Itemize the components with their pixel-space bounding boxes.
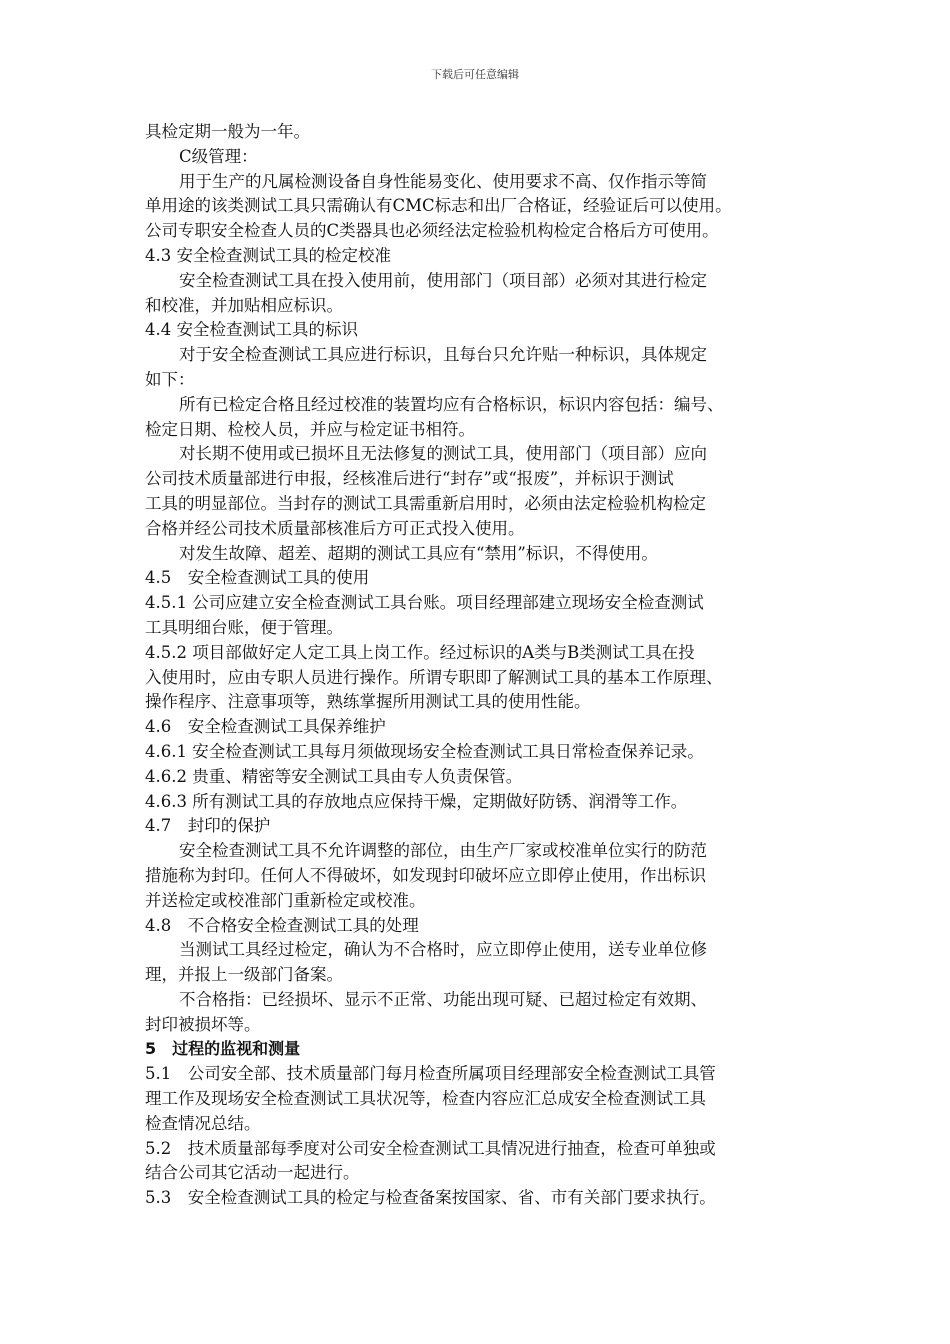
text-line: 理工作及现场安全检查测试工具状况等，检查内容应汇总成安全检查测试工具 (145, 1089, 706, 1109)
text-line: 封印被损坏等。 (145, 1014, 261, 1034)
text-line: 操作程序、注意事项等，熟练掌握所用测试工具的使用性能。 (145, 692, 591, 712)
text-line: 4.4 安全检查测试工具的标识 (145, 320, 358, 340)
text-line: 工具明细台账，便于管理。 (145, 617, 343, 637)
text-line: 如下： (145, 369, 195, 389)
text-line: 4.5.2 项目部做好定人定工具上岗工作。经过标识的A类与B类测试工具在投 (145, 642, 695, 662)
text-line: 理，并报上一级部门备案。 (145, 965, 343, 985)
text-line: 检查情况总结。 (145, 1113, 261, 1133)
text-line: 检定日期、检校人员，并应与检定证书相符。 (145, 419, 475, 439)
text-line: 结合公司其它活动一起进行。 (145, 1163, 360, 1183)
text-line: 当测试工具经过检定，确认为不合格时，应立即停止使用，送专业单位修 (179, 940, 707, 960)
text-line: 和校准，并加贴相应标识。 (145, 295, 343, 315)
text-line: 4.6.2 贵重、精密等安全测试工具由专人负责保管。 (145, 766, 523, 786)
section-heading: 5 过程的监视和测量 (145, 1039, 301, 1059)
text-line: 不合格指：已经损坏、显示不正常、功能出现可疑、已超过检定有效期、 (179, 989, 707, 1009)
text-line: 4.6.1 安全检查测试工具每月须做现场安全检查测试工具日常检查保养记录。 (145, 741, 704, 761)
text-line: 4.8 不合格安全检查测试工具的处理 (145, 915, 419, 935)
text-line: 5.2 技术质量部每季度对公司安全检查测试工具情况进行抽查，检查可单独或 (145, 1138, 716, 1158)
text-line: 4.6.3 所有测试工具的存放地点应保持干燥，定期做好防锈、润滑等工作。 (145, 791, 688, 811)
text-line: 5.1 公司安全部、技术质量部门每月检查所属项目经理部安全检查测试工具管 (145, 1064, 716, 1084)
text-line: 4.7 封印的保护 (145, 816, 271, 836)
text-line: 对于安全检查测试工具应进行标识，且每台只允许贴一种标识，具体规定 (179, 345, 707, 365)
text-line: 4.6 安全检查测试工具保养维护 (145, 717, 386, 737)
text-line: 对长期不使用或已损坏且无法修复的测试工具，使用部门（项目部）应向 (179, 444, 707, 464)
text-line: 公司技术质量部进行申报，经核准后进行“封存”或“报废”，并标识于测试 (145, 469, 674, 489)
text-line: 合格并经公司技术质量部核准后方可正式投入使用。 (145, 518, 525, 538)
text-line: 措施称为封印。任何人不得破坏，如发现封印破坏应立即停止使用，作出标识 (145, 865, 706, 885)
text-line: 单用途的该类测试工具只需确认有CMC标志和出厂合格证，经验证后可以使用。 (145, 196, 732, 216)
text-line: 5.3 安全检查测试工具的检定与检查备案按国家、省、市有关部门要求执行。 (145, 1188, 716, 1208)
text-line: 用于生产的凡属检测设备自身性能易变化、使用要求不高、仅作指示等简 (179, 171, 707, 191)
text-line: 公司专职安全检查人员的C类器具也必须经法定检验机构检定合格后方可使用。 (145, 221, 719, 241)
text-line: 4.5 安全检查测试工具的使用 (145, 568, 370, 588)
page-header: 下载后可任意编辑 (431, 68, 519, 81)
text-line: 安全检查测试工具在投入使用前，使用部门（项目部）必须对其进行检定 (179, 270, 707, 290)
text-line: 所有已检定合格且经过校准的装置均应有合格标识，标识内容包括：编号、 (179, 394, 724, 414)
text-line: 具检定期一般为一年。 (145, 122, 310, 141)
text-line: 工具的明显部位。当封存的测试工具需重新启用时，必须由法定检验机构检定 (145, 493, 706, 513)
document-body (145, 120, 815, 1211)
text-line: 对发生故障、超差、超期的测试工具应有“禁用”标识，不得使用。 (179, 543, 658, 563)
text-line: 安全检查测试工具不允许调整的部位，由生产厂家或校准单位实行的防范 (179, 841, 707, 861)
text-line: 入使用时，应由专职人员进行操作。所谓专职即了解测试工具的基本工作原理、 (145, 667, 723, 687)
text-line: 4.3 安全检查测试工具的检定校准 (145, 245, 391, 265)
text-line: 4.5.1 公司应建立安全检查测试工具台账。项目经理部建立现场安全检查测试 (145, 593, 704, 613)
text-line: C级管理： (179, 146, 258, 166)
text-line: 并送检定或校准部门重新检定或校准。 (145, 890, 426, 910)
